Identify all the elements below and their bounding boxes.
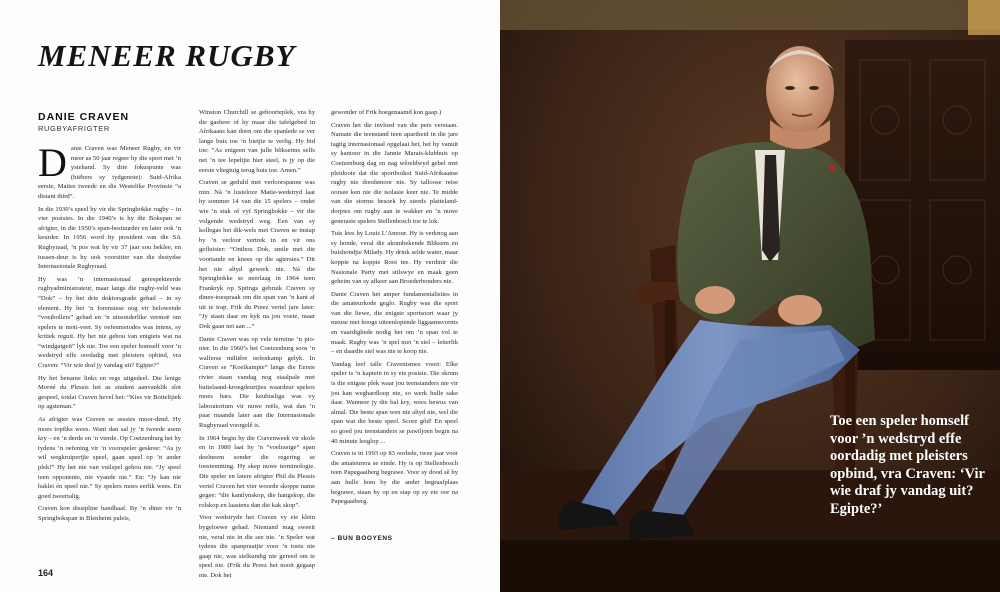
head (766, 46, 834, 134)
vignette (500, 540, 1000, 592)
article-title: MENEER RUGBY (38, 38, 296, 73)
drop-cap: D (38, 140, 67, 185)
paragraph: Craven se geduld met verloorspanne was min. Ná ’n lusteloze Matie-wedstryd laat hy sommer 14 van die 15 spelers – ondet wie ’n stuk of vyf Springbokke – vir die volgende wedstryd weg. Een van sy kollegas het dik-wels met Craven se instap by ’n verloor vertrek in en vir ons gefluister: “Onthou Dok, smile met die voortande en knees op die agtersies.” Dit het nie altyd gewerk nie. Ná die Springbokke se neerlaag in 1964 teen Frankryk op Springs gebruik Craven sy dinee-toespraak om die span van ’n kant af uit te trap. Frik du Preez vertel jare later: “Jy staan daar en kyk na jou voete, maar Dok gaan net aan ...” (199, 179, 315, 331)
paragraph: Craven is in 1993 op 83 oorlede, twee jaar voor die amateurera se einde. Hy is op Stellenbosch teen Papegaaiberg begrawe. Voor sy dood sê hy aan hulle hom by die ander begraafplaas begrawe, staan hy op en stap op sy eie oor na Papegaaiberg. (331, 450, 458, 506)
author-credit: – BUN BOOYENS (331, 535, 393, 542)
paragraph: As afrigter was Craven se sessies moor-dend. Hy moes topfiks wees. Want dan sal jy ’n tweede asem kry – en ’n derde en ’n vierde. Op Coetzenburg het hy tydens ’n oefening vir ’n voorspeler geskree: “As jy wil wegkruipertjie speel, gaan speel op ’n ander plek!” Hy het nie van vuilspel gehou nie. “Jy speel teen opponente, nie vyande nie.” En: “Jy kan nie baklei én speel nie.” Sy spelers moes eerlik wees. En goed tweertalig. (38, 416, 181, 500)
paragraph: Craven kon dissipline handhaaf. By ’n diner vir ’n Springbokspan in Blenheim paleis, (38, 505, 181, 522)
paragraph: Vandag leef talle Cravenismes voort: Elke speler is ’n kaptein in sy eie posisie. Die skrum is die enigste plek waar jou teenstanders nie vir jou kan weghardloop nie, so werk hulle sake daar. Wanneer jy die bal kry, wees bewus van almal. Die beste span wen nie altyd nie, wel die span wat die beste speel. Score gôd! En speel so goed jou teenstanders se pawiljoen begin na 40 minute leeglop ... (331, 360, 458, 445)
paragraph: Craven het die invloed van die pers verstaan. Namate die teenstand teen apartheid in die jare tagtig internasionaal opgelaai het, het hy vanuit sy kantoor in die Jannie Marais-klubhuis op Coetzenburg dag en nag wêreldwyd gebel met pleidooie dat die sportboikot Suid-Afrikaanse rugby nie doodsmoor nie. Sy talloose reise oorsee ken nie die isolasie keer nie. Te midde van die storms besoek hy steeds platteland-dorpies om rugby aan te wakker en ’n nuwe generasie spelers Stellenbosch toe te lok. (331, 121, 458, 225)
paragraph: Danie Craven het amper fundamentalisties in die amateurkode geglo. Rugby was die sport van die liewe, die enigste sportsoort waar jy meuse met hoogs uiteenlopende liggaamsvorms en vaardighede nodig het om ’n span vol te maak. Rugby was ’n spel met ’n siel – letterlik – en daardie siel was nie te koop nie. (331, 290, 458, 356)
wallpaper-band (500, 0, 1000, 30)
page-number-left: 164 (38, 568, 54, 578)
text-column-2 (199, 108, 315, 579)
lamp (968, 0, 1000, 35)
paragraph: gewonder of Frik hoegenaamd kon gaap.) (331, 109, 442, 116)
subject-name: DANIE CRAVEN (38, 111, 130, 123)
paragraph: In 1964 begin hy die Cravenweek vir skole en in 1980 laat hy ’n “voelrasige” span deelneem sonder die regering se toestemming. Hy skep nuwe terminologie. Die speler en latere afrigter Phil du Plessis vertel Craven het vier woorde skoppe name gegee: “die kantlynskop, die hangskop, die rolskop en laastens dan die kak skop”. (199, 434, 315, 509)
eye (785, 86, 795, 90)
hand-left (695, 286, 735, 314)
right-page (500, 0, 1000, 592)
pull-quote: Toe een speler homself voor ’n wedstryd effe oordadig met pleisters opbind, vra Craven: ‘Vir wie draf jy vandag uit? Egipte?’ (830, 413, 985, 517)
paragraph: Tuis lees hy Louis L’Amour. Hy is verknog aan sy honde, veral die akombekende Bliksem en buishondjie Milady. Hy drink selde water, maar koppie na koppie Rooi tee. Hy verdinir die Nasionale Party met stilswye en maak geen geheim van sy afkeer aan Broederbonders nie. (331, 230, 458, 286)
lapel-pin (829, 165, 835, 171)
eye (809, 86, 819, 90)
paragraph: Danie Craven was Meneer Rugby, en vir meer as 50 jaar regeer hy die sport met ’n ystehand. Sy drie fokuspunte was (hiëbers sy tydgenote): Suid-Afrika eerste, Maties tweede en die Westelike Provinsie “a distant third”. (38, 140, 181, 200)
paragraph: In die 1930’s speel hy vir die Springbokke rugby – in vier posisies. In die 1940’s is hy die Bokspan se afrigter, in die 1950’s span-bestuurder en later ook ’n keurder. In 1956 word hy president van die SA Rugbyraad, ’n pos wat hy vir 37 jaar sou beklee, en tussen-deur is hy ook voorsitter van die destydse Internasionale Rugbyraad. (38, 205, 181, 271)
subject-role: RUGBYAFRIGTER (38, 124, 110, 133)
paragraph: Danie Craven was op vele terreine ’n pio-nier. In die 1960’s het Coetzenburg soos ’n walferse militêre oefenkamp gelyk. In Craven se “Koeikampie” langs die Eerste rivier staan vandag nog staalpale met buitelaand-kroegdeurtjies waardeur spelers moes bars. Die keubusliga was vy laboratorium vir nuwe reëls, wat dan ’n paar maande later aan die Internasionale Rugbyraad voorgelê is. (199, 335, 315, 429)
hand-right (778, 295, 822, 325)
paragraph: Hy het bename links en regs uitgedeel. Die lenige Morné du Plessis het as student aanvanklik slot gespeel, totdat Craven hevel het: “Kies vir Botteltjiek op agsteman.” (38, 374, 181, 411)
paragraph: Winston Churchill se geboorteplek, vra hy die gasheer of hy maar die tafelgebed in Afrikaans kan doen om die spanlede se ver lange buis toe ’n bietjie te verlig. Hy bid toe: “As enigeen van julle blikseims selfs net ’n tee lepeltjie hier steel, is jy op die eerste vliegtuig terug huis toe. Amen.” (199, 109, 315, 174)
paragraph: Hy was ’n internasionaal gerespekteerde rugbyadministrateur, maar langs die rugby-veld was “Dok” – by het drie doktorsgrade gehad – in sy element. Hy het ’n forensiese oog vir belowende “voetbollers” gehad en ’n uitsonderlike vermoë om spelers te moti-veer. Sy oefenmetodes was intens, sy kritiek reguit. Hy het nie gehou van enigiets wat na “windgatgeit” lyk nie. Toe een speler homself voor ’n wedstryd effe oordadig met pleisters opbind, vra Craven: “Vir wie draf jy vandag uit? Egipte?” (38, 275, 181, 370)
paragraph: Voor wedstryde het Craven vy eie klein bygeloewe gehad. Niemand mag sweeit nie, veral nie in die see nie. ’n Speler wat tydens die spanpraatjie voor ’n toets nie gaap nie, was sielkundig nie gereed om te speel nie. (Frik du Preez het nooit gegaap nie. Dok het (199, 514, 315, 579)
text-column-1 (38, 140, 181, 564)
text-column-3 (331, 108, 458, 546)
